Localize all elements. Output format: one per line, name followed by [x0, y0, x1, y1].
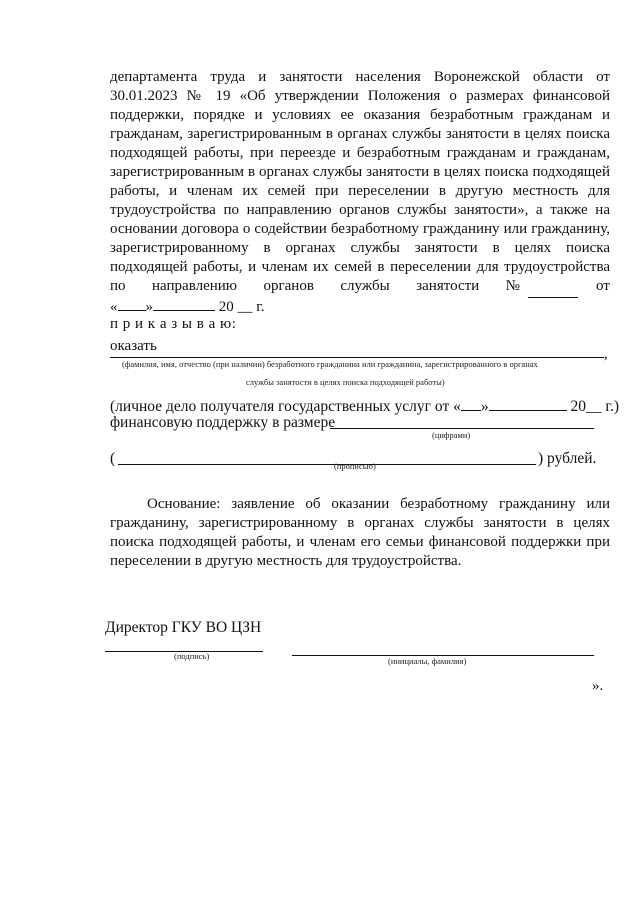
- basis-line-4: переселении в другую местность для трудоустройства.: [110, 553, 462, 569]
- intro-line-4: гражданам, зарегистрированным в органах службы занятости в целях поиска: [110, 126, 610, 142]
- fullname-hint-2: службы занятости в целях поиска подходящей работы): [246, 377, 445, 387]
- intro-line-7: работы, и членам их семей при переселении в другую местность для: [110, 183, 610, 199]
- date-line: « » 20 __ г.: [110, 296, 310, 317]
- intro-line-6: зарегистрированным в органах службы занятости в целях поиска подходящей: [110, 164, 610, 180]
- director-title: Директор ГКУ ВО ЦЗН: [105, 619, 262, 636]
- number-blank: [528, 297, 578, 298]
- provide-comma: ,: [604, 346, 608, 362]
- signature-hint: (подпись): [174, 651, 210, 661]
- order-word: п р и к а з ы в а ю:: [110, 316, 237, 332]
- amount-digits-blank: [330, 428, 594, 429]
- amount-close: ) рублей.: [538, 450, 597, 467]
- provide-label: оказать: [110, 338, 157, 354]
- intro-line-3: поддержки, порядке и условиях ее оказания безработным гражданам и: [110, 107, 610, 123]
- intro-line-1: департамента труда и занятости населения Воронежской области от: [110, 69, 610, 85]
- closing-quote: ».: [592, 678, 604, 694]
- amount-words-hint: (прописью): [334, 461, 376, 471]
- amount-label: финансовую поддержку в размере: [110, 414, 336, 431]
- intro-line-8: трудоустройства по направлению органов службы занятости», а также на: [110, 202, 610, 218]
- case-file-line: (личное дело получателя государственных услуг от « » 20__ г.): [110, 398, 620, 415]
- amount-words-blank: [118, 464, 536, 465]
- amount-open-paren: (: [110, 450, 116, 467]
- intro-line-12: по направлению органов службы занятости №: [110, 278, 520, 294]
- from-word: от: [596, 278, 610, 294]
- basis-line-3: поиска подходящей работы, и членам его семьи финансовой поддержки при: [110, 534, 610, 550]
- fullname-hint-1: (фамилия, имя, отчество (при наличии) безработного гражданина или гражданина, зарегистрированного в органах: [122, 359, 538, 369]
- intro-line-5: подходящей работы, при переезде и безработным гражданам и гражданам,: [110, 145, 610, 161]
- basis-line-1: Основание: заявление об оказании безработному гражданину или: [147, 496, 610, 512]
- fullname-blank: [110, 357, 604, 358]
- intro-line-11: подходящей работы, и членам их семей в переселении для трудоустройства: [110, 259, 610, 275]
- intro-line-9: основании договора о содействии безработному гражданину или гражданину,: [110, 221, 610, 237]
- amount-digits-hint: (цифрами): [432, 430, 471, 440]
- basis-line-2: гражданину, зарегистрированному в органах службы занятости в целях: [110, 515, 610, 531]
- intro-line-10: зарегистрированному в органах службы занятости в целях поиска: [110, 240, 610, 256]
- name-hint: (инициалы, фамилия): [388, 656, 467, 666]
- intro-line-2: 30.01.2023 № 19 «Об утверждении Положения о размерах финансовой: [110, 88, 610, 104]
